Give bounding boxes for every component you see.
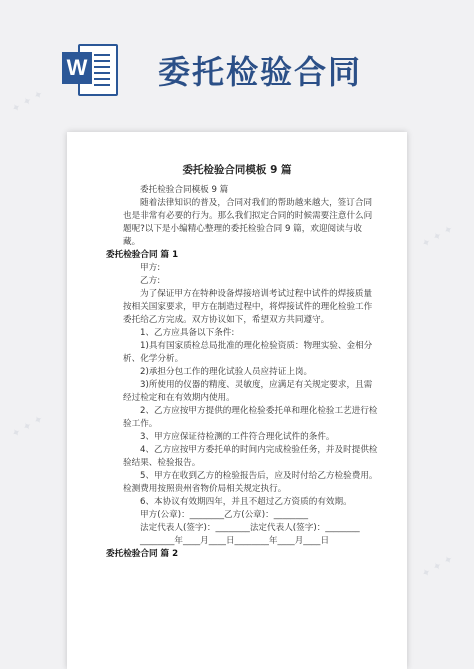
banner	[0, 0, 474, 120]
paragraph: ________年____月____日________年____月____日	[140, 536, 330, 546]
paragraph: 2、乙方应按甲方提供的理化检验委托单和理化检验工艺进行检验工作。	[123, 406, 378, 429]
word-document-icon	[62, 40, 118, 96]
watermark: ✦ ✦ ✦	[419, 552, 456, 581]
paragraph: 5、甲方在收到乙方的检验报告后，应及时付给乙方检验费用。检测费用按照贵州省物价局相关规定执行。	[123, 471, 378, 494]
paragraph: 随着法律知识的普及，合同对我们的帮助越来越大，签订合同也是非常有必要的行为。那么我们拟定合同的时候需要注意什么问题呢?以下是小编精心整理的委托检验合同 9 篇，欢迎阅读与收藏。	[123, 198, 373, 247]
section-heading: 委托检验合同 篇 1	[106, 250, 179, 260]
paragraph: 乙方:	[140, 276, 161, 286]
section-heading: 委托检验合同 篇 2	[106, 549, 179, 559]
paragraph: 6、本协议有效期四年，并且不超过乙方资质的有效期。	[140, 497, 352, 507]
paragraph: 甲方:	[140, 263, 161, 273]
paragraph: 法定代表人(签字)：________法定代表人(签字)：________	[140, 523, 360, 533]
banner-headline: 委托检验合同	[158, 53, 363, 91]
watermark: ✦ ✦ ✦	[9, 87, 46, 116]
paragraph: 2)承担分包工作的理化试验人员应持证上岗。	[140, 367, 313, 377]
paragraph: 甲方(公章)：________乙方(公章)：________	[140, 510, 309, 520]
paragraph: 委托检验合同模板 9 篇	[140, 185, 229, 195]
paragraph: 1、乙方应具备以下条件:	[140, 328, 235, 338]
paragraph: 4、乙方应按甲方委托单的时间内完成检验任务，并及时提供检验结果、检验报告。	[123, 445, 378, 468]
paragraph: 3)所使用的仪器的精度、灵敏度，应满足有关规定要求，且需经过检定和在有效期内使用。	[123, 380, 373, 403]
paragraph: 1)具有国家质检总局批准的理化检验资质：物理实验、金相分析、化学分析。	[123, 341, 373, 364]
paragraph: 为了保证甲方在特种设备焊接培训考试过程中试件的焊接质量按相关国家要求，甲方在制造过程中，将焊接试件的理化检验工作委托给乙方完成。双方协议如下，希望双方共同遵守。	[123, 289, 373, 325]
document-page	[67, 132, 407, 669]
word-letter-tile: W	[62, 52, 92, 84]
document-body	[106, 184, 378, 561]
watermark: ✦ ✦ ✦	[419, 222, 456, 251]
paragraph: 3、甲方应保证待检测的工件符合理化试件的条件。	[140, 432, 335, 442]
watermark: ✦ ✦ ✦	[9, 412, 46, 441]
document-title: 委托检验合同模板 9 篇	[182, 164, 292, 176]
